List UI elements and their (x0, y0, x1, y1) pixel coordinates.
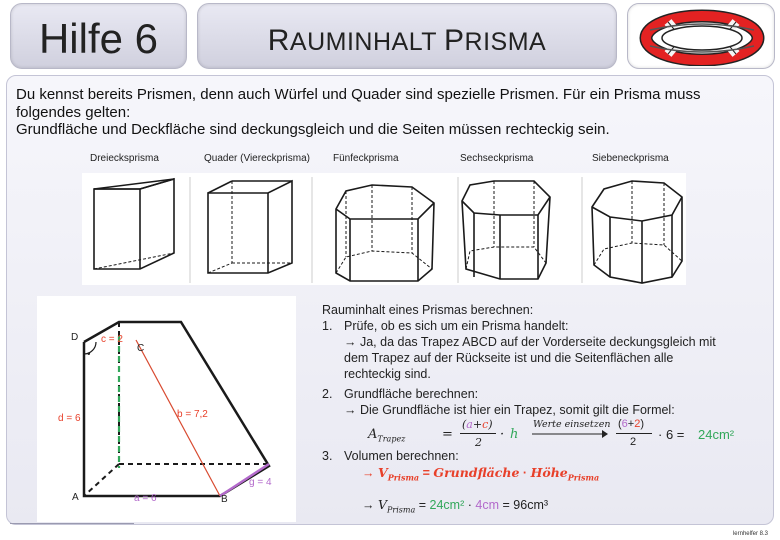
value-fraction-bar (616, 433, 652, 434)
volume-result-h: 4cm (475, 498, 500, 512)
footer-divider (10, 523, 134, 524)
explanation-heading: Rauminhalt eines Prismas berechnen: (322, 303, 534, 317)
side-label-g: g = 4 (249, 477, 272, 488)
value-c: 2 (634, 418, 641, 430)
volume-result-eq: = (418, 498, 427, 512)
prism-label-heptagon: Siebeneckprisma (592, 153, 669, 164)
step-1-number: 1. (322, 319, 333, 333)
formula-fraction-bar (460, 433, 496, 434)
title-initial-r: R (267, 24, 290, 57)
formula-arrow-icon (532, 430, 608, 438)
value-close-paren: ) (640, 418, 645, 430)
area-result: 24cm² (698, 427, 735, 442)
volume-result-final: = 96cm³ (502, 498, 549, 512)
hexagonal-prism (462, 181, 550, 279)
formula-arrow-label: Werte einsetzen (533, 419, 611, 430)
title-rest-p: RISMA (464, 28, 547, 56)
volume-formula-h-sub: Prisma (567, 472, 600, 483)
step-3-text: Volumen berechnen: (344, 449, 459, 463)
intro-text (16, 86, 756, 139)
prism-label-hexagon: Sechseckprisma (460, 153, 534, 164)
formula-dot: · (500, 427, 505, 442)
volume-result-g: 24cm² (429, 498, 465, 512)
formula-lhs-sub: Trapez (377, 434, 406, 444)
trapezoid-prism-figure (37, 296, 296, 522)
volume-formula-dot: · (522, 466, 528, 480)
lifebuoy-icon (638, 8, 766, 66)
prism-label-pentagon: Fünfeckprisma (333, 153, 399, 164)
title-initial-p: P (444, 24, 465, 57)
step-2-text: Grundfläche berechnen: (344, 387, 479, 401)
volume-formula-g: Grundfläche (433, 465, 520, 480)
side-label-b: b = 7,2 (177, 409, 208, 420)
value-open-paren: ( (618, 418, 622, 430)
value-a: 6 (621, 418, 628, 430)
volume-formula-arrow: → (362, 466, 375, 480)
volume-result-arrow: → (362, 498, 375, 512)
step-1-text: Prüfe, ob es sich um ein Prisma handelt: (344, 319, 569, 333)
volume-result-v: V (377, 497, 388, 512)
side-label-d: d = 6 (58, 413, 81, 424)
title-rest-r: AUMINHALT (289, 28, 445, 56)
volume-result (362, 497, 548, 518)
step-2-number: 2. (322, 387, 333, 401)
volume-formula-v: V (377, 465, 388, 480)
formula-plus: + (472, 418, 483, 431)
vertex-label-d: D (71, 332, 79, 343)
prism-label-triangle: Dreiecksprisma (90, 153, 159, 164)
formula-lhs: A (368, 427, 378, 442)
volume-formula-eq: = (422, 466, 430, 480)
value-plus: + (627, 418, 635, 430)
volume-formula-v-sub: Prisma (387, 472, 420, 483)
source-note: lernhelfer 8.3 (732, 531, 768, 537)
help-label: Hilfe 6 (38, 15, 159, 62)
formula-c: c (482, 418, 489, 431)
value-times: · 6 = (658, 427, 685, 442)
intro-line-2: folgendes gelten: (16, 103, 131, 121)
cuboid-prism (208, 181, 292, 273)
logo-box (627, 3, 775, 69)
vertex-label-a: A (72, 492, 79, 503)
step-1-answer-line-2: dem Trapez auf der Rückseite ist und die Seitenflächen alle (344, 351, 674, 365)
intro-line-3: Grundfläche und Deckfläche sind deckungsgleich und die Seiten müssen rechteckig sein. (16, 121, 610, 138)
prism-label-cuboid: Quader (Viereckprisma) (204, 153, 310, 164)
right-angle-dot: • (87, 349, 91, 360)
step-1-answer-line-3: rechteckig sind. (344, 367, 431, 381)
step-1-answer-line-1: → Ja, da das Trapez ABCD auf der Vorderseite deckungsgleich mit (344, 335, 716, 349)
triangular-prism (94, 179, 174, 269)
value-denominator: 2 (630, 436, 637, 448)
prism-drawings (82, 173, 686, 285)
page-title (198, 24, 616, 58)
volume-formula-h: Höhe (530, 465, 568, 480)
formula-a: a (466, 418, 473, 431)
side-label-c: c = 2 (101, 334, 123, 345)
formula-h: h (510, 427, 519, 442)
intro-line-1: Du kennst bereits Prismen, denn auch Würfel und Quader sind spezielle Prismen. Für ein Prisma muss (16, 86, 701, 103)
formula-close-paren: ) (488, 418, 493, 431)
pentagonal-prism (336, 185, 434, 281)
vertex-label-b: B (221, 494, 228, 505)
step-3-number: 3. (322, 449, 333, 463)
volume-formula (362, 465, 599, 486)
formula-open-paren: ( (462, 418, 467, 431)
vertex-label-c: C (137, 343, 145, 354)
formula-equals: = (442, 427, 453, 442)
title-box (197, 3, 617, 69)
volume-result-dot: · (467, 498, 472, 512)
trapez-formula (368, 417, 748, 451)
side-label-a: a = 6 (134, 493, 157, 504)
step-2-answer: → Die Grundfläche ist hier ein Trapez, somit gilt die Formel: (344, 403, 675, 417)
formula-denominator: 2 (475, 436, 482, 449)
help-number-box (10, 3, 187, 69)
heptagonal-prism (592, 181, 682, 283)
volume-result-v-sub: Prisma (387, 505, 416, 515)
